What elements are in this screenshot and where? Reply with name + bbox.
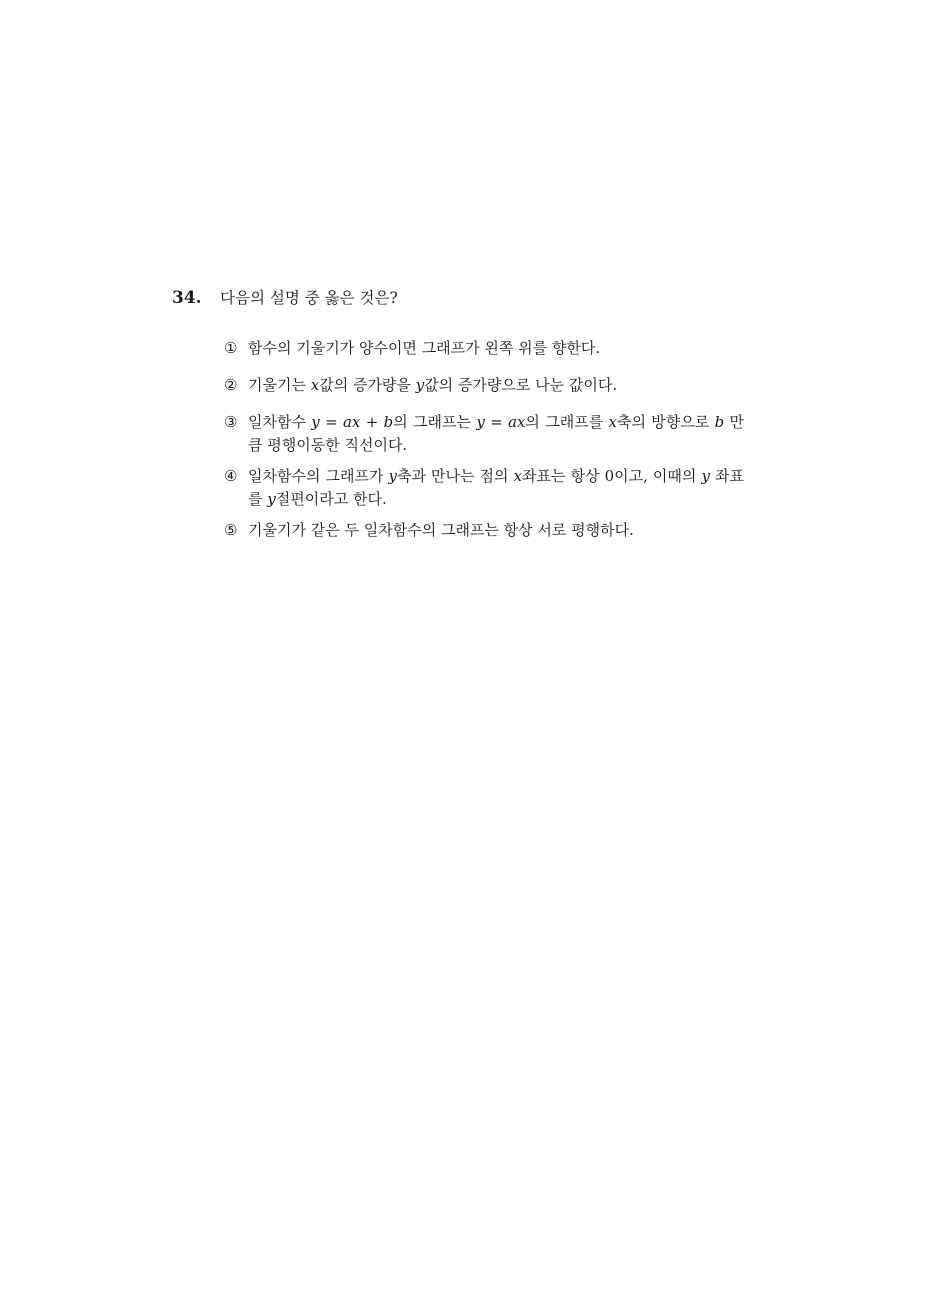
choice-text (248, 337, 744, 360)
text: 절편이라고 한다. (275, 490, 387, 508)
text: 값의 증가량을 (319, 376, 416, 394)
answer-choices (224, 337, 744, 542)
text: 축의 방향으로 (616, 413, 715, 431)
choice-text (248, 519, 744, 542)
text: 의 그래프는 (393, 413, 477, 431)
text: 기울기가 같은 두 일차함수의 그래프는 항상 서로 평행하다. (248, 521, 634, 539)
choice-marker: ⑤ (224, 521, 238, 539)
math-expression: y = ax (476, 413, 526, 431)
choice-text (248, 411, 744, 457)
text: 값의 증가량으로 나눈 값이다. (424, 376, 618, 394)
text: 축과 만나는 점의 (397, 467, 514, 485)
math-expression: y = ax + b (311, 413, 394, 431)
choice-text (248, 374, 744, 397)
math-variable: x (608, 413, 617, 431)
question-stem: 다음의 설명 중 옳은 것은? (220, 289, 398, 307)
text: 의 그래프를 (525, 413, 609, 431)
choice-3[interactable] (224, 411, 744, 457)
choice-text (248, 465, 744, 511)
text: 함수의 기울기가 양수이면 그래프가 왼쪽 위를 향한다. (248, 339, 601, 357)
choice-marker: ① (224, 339, 238, 357)
math-variable: y (388, 467, 397, 485)
math-variable: x (310, 376, 320, 394)
choice-5[interactable] (224, 519, 744, 542)
math-variable: y (415, 376, 425, 394)
text: 일차함수의 그래프가 (248, 467, 389, 485)
math-variable: b (714, 413, 725, 431)
choice-marker: ④ (224, 467, 238, 485)
question-34 (172, 286, 772, 556)
math-number: 0 (604, 467, 615, 485)
math-variable: x (513, 467, 523, 485)
choice-2[interactable] (224, 374, 744, 397)
text: 기울기는 (248, 376, 311, 394)
question-number: 34. (172, 288, 202, 308)
text: 이고, 이때의 (614, 467, 702, 485)
choice-4[interactable] (224, 465, 744, 511)
math-variable: y (267, 490, 276, 508)
text: 일차함수 (248, 413, 312, 431)
text: 만큼 평행이동한 직선이다. (248, 413, 745, 454)
question-header (172, 286, 772, 310)
text: 좌표는 항상 (522, 467, 605, 485)
choice-marker: ② (224, 376, 238, 394)
text: 좌표를 (248, 467, 744, 508)
choice-1[interactable] (224, 337, 744, 360)
math-variable: y (701, 467, 710, 485)
choice-marker: ③ (224, 413, 238, 431)
